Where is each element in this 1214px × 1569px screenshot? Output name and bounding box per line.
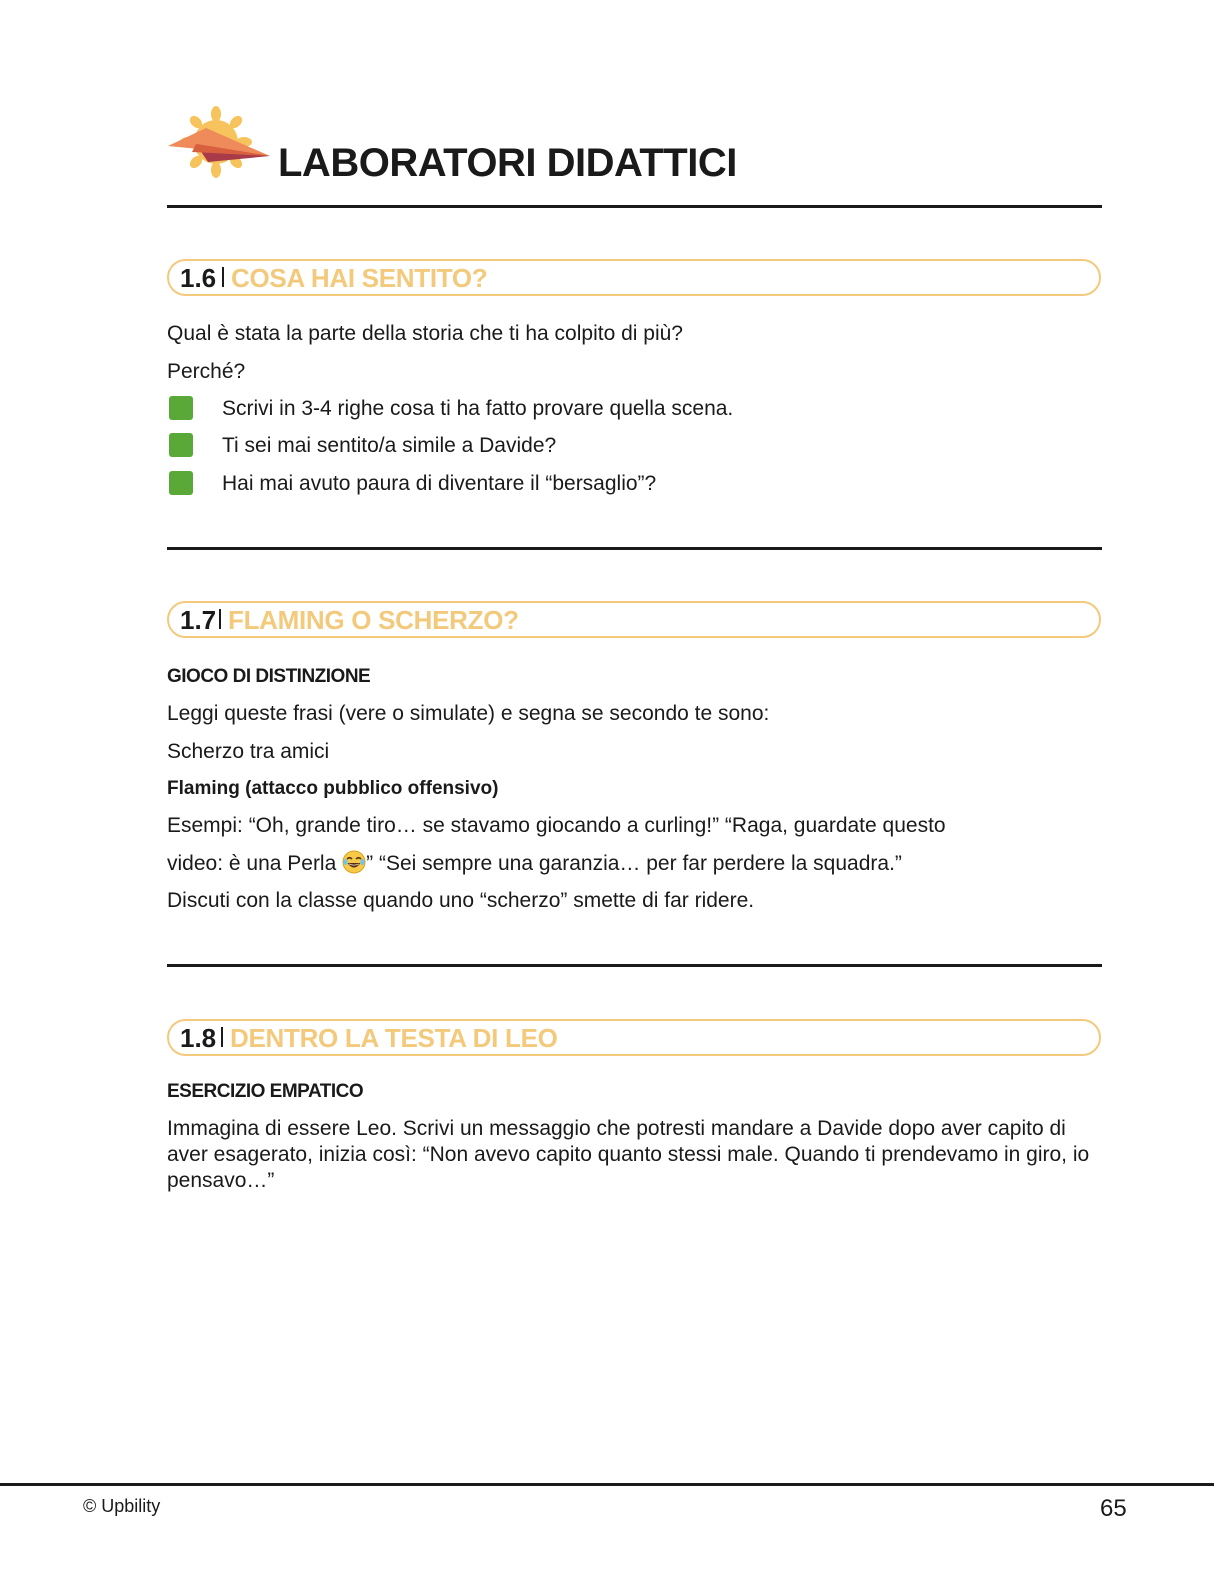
discussion-line: Discuti con la classe quando uno “scherzo” smette di far ridere.: [167, 889, 755, 912]
header-divider: [167, 205, 1102, 208]
section-title: COSA HAI SENTITO?: [231, 263, 488, 293]
footer-divider: [0, 1483, 1214, 1486]
section-number: 1.8: [180, 1023, 217, 1053]
green-square-icon: [169, 471, 193, 495]
section-divider: [167, 547, 1102, 550]
section-header-1-8: [167, 1019, 1101, 1056]
list-item-text: Ti sei mai sentito/a simile a Davide?: [222, 434, 557, 457]
green-square-icon: [169, 433, 193, 457]
examples-line: Esempi: “Oh, grande tiro… se stavamo giocando a curling!” “Raga, guardate questo: [167, 814, 946, 837]
green-square-icon: [169, 396, 193, 420]
paper-plane-sun-logo: [166, 106, 274, 180]
section-separator: [219, 609, 221, 629]
question-line: Perché?: [167, 360, 246, 383]
copyright: © Upbility: [83, 1496, 161, 1516]
question-line: Qual è stata la parte della storia che ti ha colpito di più?: [167, 322, 683, 345]
option-line-bold: Flaming (attacco pubblico offensivo): [167, 778, 499, 799]
laughing-emoji-icon: [342, 850, 366, 874]
list-item-text: Scrivi in 3-4 righe cosa ti ha fatto provare quella scena.: [222, 397, 734, 420]
section-number: 1.7: [180, 605, 217, 635]
section-title: FLAMING O SCHERZO?: [228, 605, 519, 635]
examples-line: [167, 850, 902, 877]
examples-text: video: è una Perla: [167, 852, 343, 875]
section-header-1-7: [167, 601, 1101, 638]
list-item-text: Hai mai avuto paura di diventare il “bersaglio”?: [222, 472, 657, 495]
activity-label: GIOCO DI DISTINZIONE: [167, 666, 371, 687]
page-title: LABORATORI DIDATTICI: [278, 141, 737, 185]
section-number: 1.6: [180, 263, 217, 293]
section-divider: [167, 964, 1102, 967]
option-line: Scherzo tra amici: [167, 740, 330, 763]
examples-text: ” “Sei sempre una garanzia… per far perdere la squadra.”: [366, 852, 902, 875]
section-separator: [221, 1027, 223, 1047]
activity-label: ESERCIZIO EMPATICO: [167, 1081, 364, 1102]
exercise-paragraph: Immagina di essere Leo. Scrivi un messaggio che potresti mandare a Davide dopo aver capito di aver esagerato, inizia così: “Non avevo capito quanto stessi male. Quando ti prendevamo in giro, io pensavo…”: [167, 1117, 1090, 1192]
instruction-line: Leggi queste frasi (vere o simulate) e segna se secondo te sono:: [167, 702, 770, 725]
section-title: DENTRO LA TESTA DI LEO: [230, 1023, 558, 1053]
section-separator: [222, 267, 224, 287]
section-header-1-6: [167, 259, 1101, 296]
page-number: 65: [1100, 1495, 1127, 1522]
